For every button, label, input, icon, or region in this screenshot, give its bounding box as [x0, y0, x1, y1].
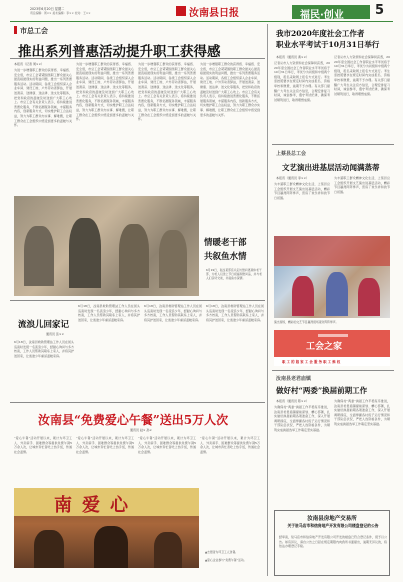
right-rule-1 [272, 144, 394, 145]
right-top-body-col2: 记者从市人力资源和社会保障局获悉，2020年度全国社会工作者职业水平考试将于10月31日举行，考试分为初级和中级两个级别，报名采取网上报名方式进行。考生需按照要求在规定时间内完成报名、资格审核和缴费，逾期不予办理。有关部门提醒广大考生关注官方信息，合理安排复习时间，诚信参考，遵守考试纪律，确保考试顺利进行，取得理想成绩。 [334, 55, 390, 96]
top-left-byline: 本报讯（记者 周××） [14, 62, 44, 66]
bottom-body-col4: “爱心午餐”活动开展以来，累计为环卫工人、外卖骑手、困难群众等提供免费午餐5万余人次，让城市奔忙者吃上热乎饭，传递社会温情。 [200, 436, 260, 454]
top-left-body-col4: 为进一步增强职工群众的获得感、幸福感、安全感，市总工会紧紧围绕职工群众最关心最直接最现实的利益问题，推出一系列普惠服务活动。活动期间，各级工会组织深入企业车间、建设工地、户外劳动者驿站，开展送清凉、送健康、送法律、送文化等服务，把党和政府的温暖及时送到广大职工心坎上。市总工会有关负责人表示，将持续推进普惠化服务，不断拓展服务领域，丰富服务内容，创新服务方式，切实维护职工合法权益，努力为职工群众办实事、解难题，让职工群众在工会组织中感受到更多的温暖与关怀。 [200, 62, 260, 117]
headline-rule [10, 58, 265, 59]
column-body-col3: 6月18日，汝南县救助管理站工作人员在街头巡查时发现一名流浪少年，经耐心询问与多方核查，工作人员帮助其联系上家人，并将其护送回家，让迷途少年重返温暖家庭。 [144, 304, 202, 322]
top-left-body-col2: 为进一步增强职工群众的获得感、幸福感、安全感，市总工会紧紧围绕职工群众最关心最直接最现实的利益问题，推出一系列普惠服务活动。活动期间，各级工会组织深入企业车间、建设工地、户外劳动者驿站，开展送清凉、送健康、送法律、送文化等服务，把党和政府的温暖及时送到广大职工心坎上。市总工会有关负责人表示，将持续推进普惠化服务，不断拓展服务领域，丰富服务内容，创新服务方式，切实维护职工合法权益，努力为职工群众办实事、解难题，让职工群众在工会组织中感受到更多的温暖与关怀。 [76, 62, 134, 122]
photo-caption: 6月19日，驻汝某部官兵走访慰问离退休老干部，为老人们送上节日祝福和慰问品，并与老人们亲切交谈，共叙鱼水深情。 [206, 268, 262, 280]
header-divider [10, 21, 393, 22]
right-mid-byline: 本报讯（通讯员 李××） [276, 176, 309, 180]
column-body-col1: 6月18日，汝南县救助管理站工作人员在街头巡查时发现一名流浪少年，经耐心询问与多方核查，工作人员帮助其联系上家人，并将其护送回家，让迷途少年重返温暖家庭。 [14, 340, 74, 358]
right-bottom-body-col2: 为确保村“两委”换届工作平稳有序推进，汝南县老君庙镇提前谋划、精心部署，扎实做好换届前期各项准备工作，深入开展调研摸底，全面掌握各村班子运行情况和干部队伍状况，严把人选资格条件，为顺利完成换届选举工作奠定坚实基础。 [334, 399, 390, 426]
right-bottom-kicker: 汝南县老君庙镇 [276, 376, 312, 382]
column-body-col2: 6月18日，汝南县救助管理站工作人员在街头巡查时发现一名流浪少年，经耐心询问与多方核查，工作人员帮助其联系上家人，并将其护送回家，让迷途少年重返温暖家庭。 [78, 304, 140, 322]
date-line: 2023年6月20日 星期二 [30, 7, 65, 11]
performance-photo [274, 236, 390, 318]
right-bottom-byline: 本报讯（通讯员 陈××） [276, 399, 309, 403]
page-number: 5 [375, 3, 385, 18]
top-left-body-col1: 为进一步增强职工群众的获得感、幸福感、安全感，市总工会紧紧围绕职工群众最关心最直接最现实的利益问题，推出一系列普惠服务活动。活动期间，各级工会组织深入企业车间、建设工地、户外劳动者驿站，开展送清凉、送健康、送法律、送文化等服务，把党和政府的温暖及时送到广大职工心坎上。市总工会有关负责人表示，将持续推进普惠化服务，不断拓展服务领域，丰富服务内容，创新服务方式，切实维护职工合法权益，努力为职工群众办实事、解难题，让职工群众在工会组织中感受到更多的温暖与关怀。 [14, 68, 72, 128]
bottom-body-col2: “爱心午餐”活动开展以来，累计为环卫工人、外卖骑手、困难群众等提供免费午餐5万余人次，让城市奔忙者吃上热乎饭，传递社会温情。 [76, 436, 134, 454]
union-banner [274, 330, 390, 366]
notice-box [274, 510, 390, 576]
notice-body: 经审查，驻马店市和信房地产开发有限公司开发的楼盘已符合登记条件，现予以公告。如有异议，请自公告之日起在规定期限内向我所书面提出，逾期无异议的，将依法办理登记手续。 [279, 535, 387, 549]
masthead [176, 4, 256, 18]
right-mid-kicker: 上蔡县总工会 [276, 151, 307, 157]
editor-line: 责任编辑：周×× 美术编辑：李×× 校对：王×× [30, 11, 91, 15]
right-mid-headline: 文艺演出进基层活动闻满蒸蒂 [282, 163, 380, 172]
lunch-photo-sign: 南爱心 [54, 495, 138, 516]
kicker-marker-icon [14, 26, 17, 34]
section-bar [292, 5, 370, 19]
union-banner-title: 工会之家 [306, 342, 343, 352]
right-rule-2 [272, 370, 394, 371]
notice-title-2: 关于驻马店市和信房地产开发有限公司楼盘登记的公告 [287, 523, 379, 528]
section-rule-mid [10, 300, 265, 301]
photo-title-line1: 情暖老干部 [204, 238, 247, 248]
column-byline: 通讯员 张×× [46, 332, 64, 336]
bottom-headline: 汝南县“免费爱心午餐”送出5万人次 [38, 413, 229, 427]
top-left-body-col3: 为进一步增强职工群众的获得感、幸福感、安全感，市总工会紧紧围绕职工群众最关心最直接最现实的利益问题，推出一系列普惠服务活动。活动期间，各级工会组织深入企业车间、建设工地、户外劳动者驿站，开展送清凉、送健康、送法律、送文化等服务，把党和政府的温暖及时送到广大职工心坎上。市总工会有关负责人表示，将持续推进普惠化服务，不断拓展服务领域，丰富服务内容，创新服务方式，切实维护职工合法权益，努力为职工群众办实事、解难题，让职工群众在工会组织中感受到更多的温暖与关怀。 [138, 62, 196, 122]
lunch-caption-1: ▲志愿者为环卫工人送餐。 [205, 550, 238, 554]
right-top-body-col1: 记者从市人力资源和社会保障局获悉，2020年度全国社会工作者职业水平考试将于10月31日举行，考试分为初级和中级两个级别，报名采取网上报名方式进行。考生需按照要求在规定时间内完成报名、资格审核和缴费，逾期不予办理。有关部门提醒广大考生关注官方信息，合理安排复习时间，诚信参考，遵守考试纪律，确保考试顺利进行，取得理想成绩。 [274, 61, 330, 102]
section-title: 福民·创业 [300, 10, 344, 21]
bottom-body-col1: “爱心午餐”活动开展以来，累计为环卫工人、外卖骑手、困难群众等提供免费午餐5万余人次，让城市奔忙者吃上热乎饭，传递社会温情。 [14, 436, 72, 454]
photo-title-line2: 共叙鱼水情 [204, 252, 247, 262]
union-banner-subtitle: 职 工 的 娘 家 工 会 服 务 职 工 维 权 [282, 359, 341, 364]
top-left-headline: 推出系列普惠活动提升职工获得感 [18, 44, 221, 60]
masthead-title: 汝南县日报 [189, 7, 239, 19]
right-top-byline: 本报讯（通讯员 黄××） [276, 55, 309, 59]
bottom-byline: 通讯员 赵× 孙× [130, 428, 152, 432]
right-bottom-body-col1: 为确保村“两委”换届工作平稳有序推进，汝南县老君庙镇提前谋划、精心部署，扎实做好换届前期各项准备工作，深入开展调研摸底，全面掌握各村班子运行情况和干部队伍状况，严把人选资格条件，为顺利完成换届选举工作奠定坚实基础。 [274, 405, 330, 432]
notice-title-1: 汝南县房地产交易所 [307, 516, 357, 522]
column-title: 流浪儿回家记 [18, 320, 70, 330]
column-body-col4: 6月18日，汝南县救助管理站工作人员在街头巡查时发现一名流浪少年，经耐心询问与多方核查，工作人员帮助其联系上家人，并将其护送回家，让迷途少年重返温暖家庭。 [206, 304, 264, 322]
top-left-kicker: 市总工会 [20, 27, 48, 35]
performance-caption: 演出现场，精彩的文艺节目赢得现场观众阵阵掌声。 [274, 320, 339, 324]
right-mid-body-col1: 为丰富职工群众精神文化生活，上蔡县总工会组织开展文艺演出进基层活动，精彩节目赢得阵阵掌声，营造了欢乐祥和的节日氛围。 [274, 182, 330, 200]
right-mid-body-col2: 为丰富职工群众精神文化生活，上蔡县总工会组织开展文艺演出进基层活动，精彩节目赢得阵阵掌声，营造了欢乐祥和的节日氛围。 [334, 176, 390, 194]
masthead-logo-icon [176, 6, 186, 16]
column-divider [267, 24, 268, 576]
right-top-headline-2: 职业水平考试于10月31日举行 [276, 40, 380, 49]
lunch-photo [14, 488, 199, 568]
right-bottom-headline: 做好村“两委”换届前期工作 [276, 386, 368, 395]
bottom-body-col3: “爱心午餐”活动开展以来，累计为环卫工人、外卖骑手、困难群众等提供免费午餐5万余人次，让城市奔忙者吃上热乎饭，传递社会温情。 [138, 436, 196, 454]
veterans-photo [14, 196, 199, 296]
right-top-headline-1: 我市2020年度社会工作者 [276, 29, 365, 38]
section-rule-bottom [10, 402, 265, 403]
lunch-caption-2: ▲爱心企业参与“免费午餐”活动。 [205, 558, 247, 562]
